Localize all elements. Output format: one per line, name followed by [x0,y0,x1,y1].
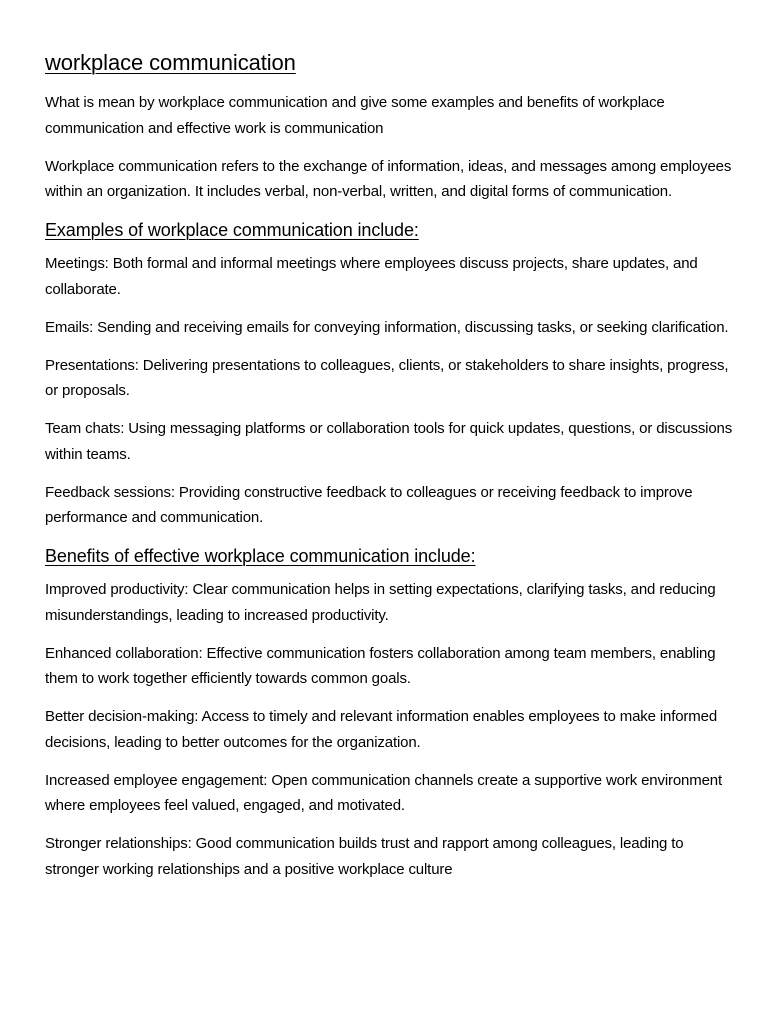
example-feedback-sessions: Feedback sessions: Providing constructive feedback to colleagues or receiving feedback to improve performance and communication. [45,483,693,526]
benefit-better-decision-making: Better decision-making: Access to timely and relevant information enables employees to make informed decisions, leading to better outcomes for the organization. [45,708,718,751]
example-emails: Emails: Sending and receiving emails for conveying information, discussing tasks, or seeking clarification. [45,318,729,336]
benefit-stronger-relationships: Stronger relationships: Good communication builds trust and rapport among colleagues, leading to stronger working relationships and a positive workplace culture [45,835,684,878]
example-meetings: Meetings: Both formal and informal meetings where employees discuss projects, share updates, and collaborate. [45,255,698,298]
document-title: workplace communication [45,50,296,75]
benefit-employee-engagement: Increased employee engagement: Open communication channels create a supportive work environment where employees feel valued, engaged, and motivated. [45,771,722,814]
question-paragraph: What is mean by workplace communication and give some examples and benefits of workplace communication and effective work is communication [45,94,665,137]
benefits-heading: Benefits of effective workplace communication include: [45,546,476,566]
definition-paragraph: Workplace communication refers to the exchange of information, ideas, and messages among employees within an organization. It includes verbal, non-verbal, written, and digital forms of communication. [45,157,732,200]
document-page [45,48,735,895]
example-presentations: Presentations: Delivering presentations to colleagues, clients, or stakeholders to share insights, progress, or proposals. [45,356,729,399]
examples-heading: Examples of workplace communication include: [45,220,419,240]
benefit-enhanced-collaboration: Enhanced collaboration: Effective communication fosters collaboration among team members, enabling them to work together efficiently towards common goals. [45,644,716,687]
benefit-improved-productivity: Improved productivity: Clear communication helps in setting expectations, clarifying tasks, and reducing misunderstandings, leading to increased productivity. [45,581,716,624]
example-team-chats: Team chats: Using messaging platforms or collaboration tools for quick updates, questions, or discussions within teams. [45,420,733,463]
